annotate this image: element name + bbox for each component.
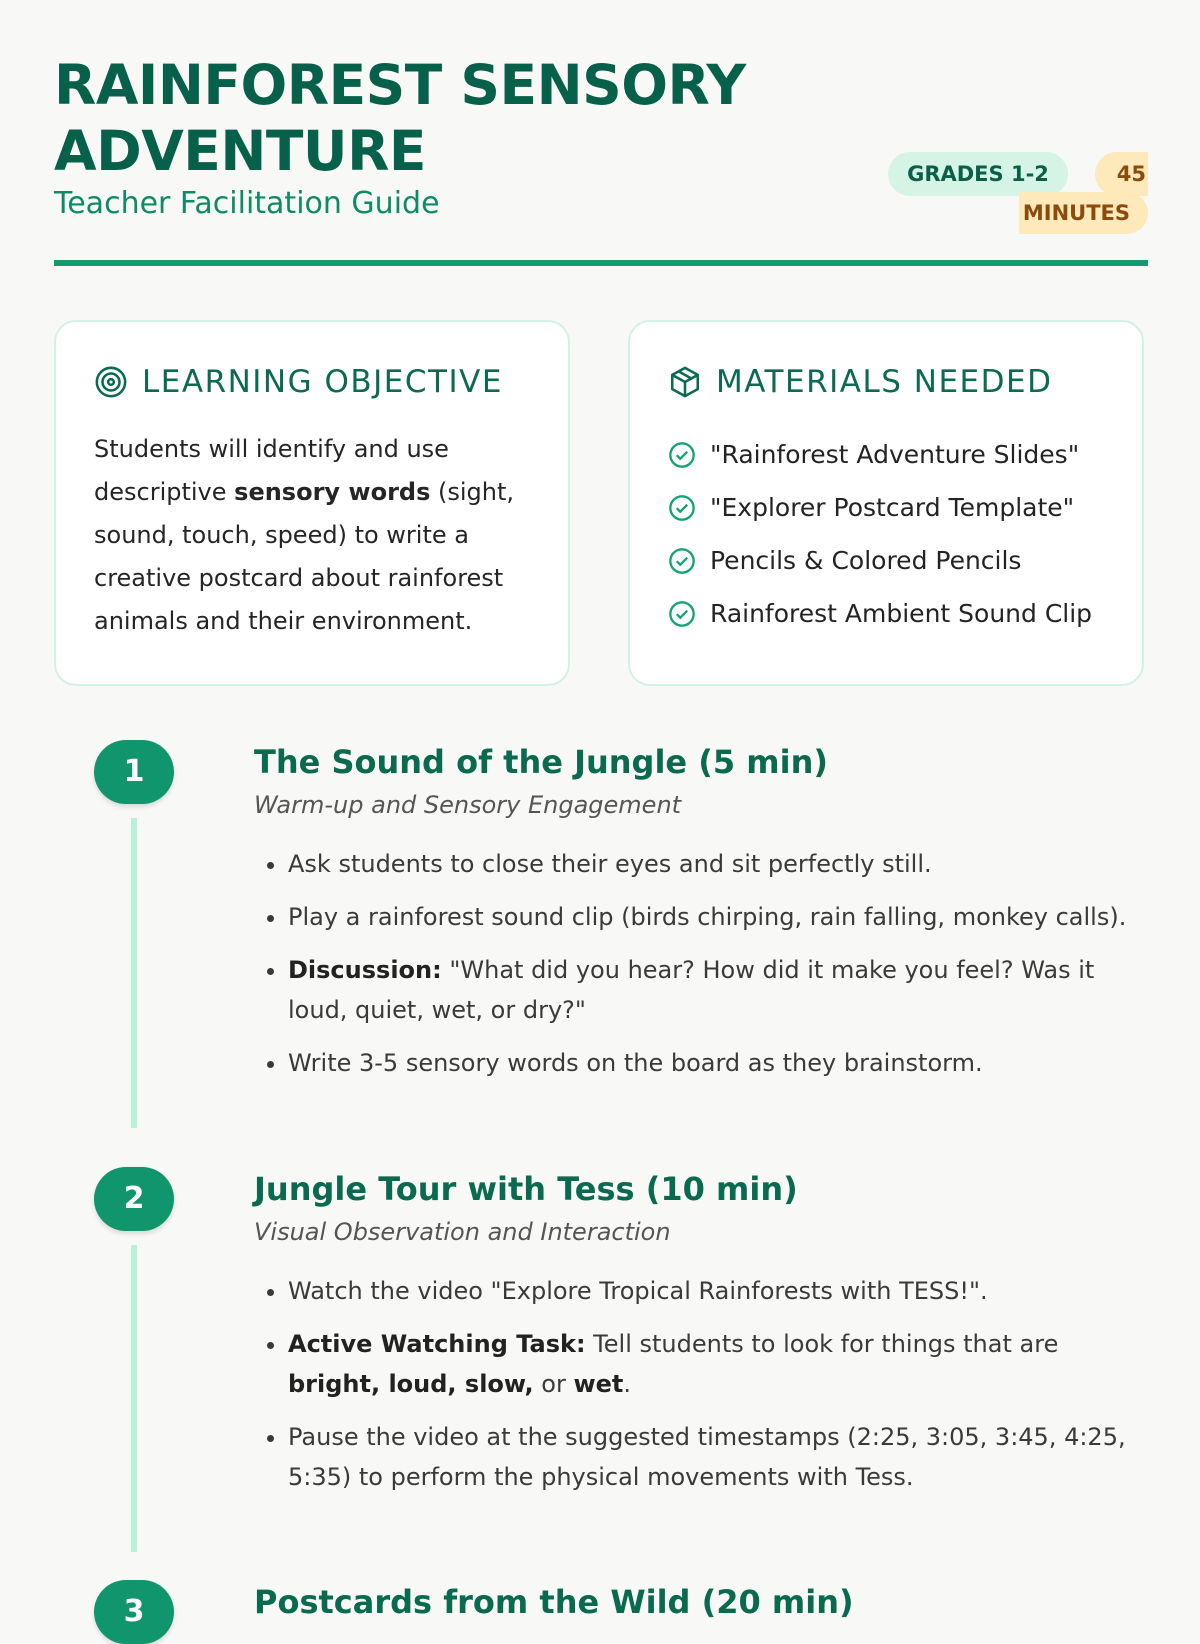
materials-title: MATERIALS NEEDED: [716, 364, 1053, 400]
step-content: [254, 740, 1154, 1096]
header-divider: [54, 260, 1148, 266]
page-title: RAINFOREST SENSORY ADVENTURE: [54, 53, 746, 183]
materials-card: [628, 320, 1144, 686]
objective-text-part: (sight, sound, touch, speed) to write a creative postcard about rainforest animals and their environment.: [94, 478, 515, 635]
item-text: .: [623, 1370, 632, 1398]
step-list: [254, 844, 1154, 1083]
package-icon: [668, 365, 702, 399]
material-label: Pencils & Colored Pencils: [710, 546, 1022, 575]
list-item: [288, 1324, 1154, 1404]
list-item: [668, 481, 1104, 534]
item-label: Active Watching Task:: [288, 1330, 586, 1358]
page-subtitle: Teacher Facilitation Guide: [54, 186, 440, 221]
objective-text-part: Students will identify and use descriptive: [94, 435, 449, 506]
list-item: • Ask students to close their eyes and sit perfectly still.: [288, 844, 1154, 884]
learning-objective-card: [54, 320, 570, 686]
materials-heading: [668, 364, 1104, 400]
step-number-badge: 3: [94, 1580, 174, 1644]
list-item: [288, 950, 1154, 1030]
objective-text: [94, 428, 530, 643]
material-label: Rainforest Ambient Sound Clip: [710, 599, 1093, 628]
objective-heading: [94, 364, 530, 400]
step-number-badge: 1: [94, 740, 174, 804]
check-circle-icon: [668, 600, 696, 628]
time-badge-unit: MINUTES: [1019, 192, 1148, 234]
item-label: Discussion:: [288, 956, 442, 984]
badge-group: [888, 152, 1148, 242]
step-number-badge: 2: [94, 1167, 174, 1231]
list-item: [668, 587, 1104, 640]
step-subtitle: Warm-up and Sensory Engagement: [254, 791, 682, 819]
step-list: [254, 1271, 1154, 1497]
list-item: [668, 428, 1104, 481]
item-text: or: [533, 1370, 574, 1398]
list-item: • Pause the video at the suggested timestamps (2:25, 3:05, 3:45, 4:25, 5:35) to perform the physical movements with Tess.: [288, 1417, 1154, 1497]
step-title: The Sound of the Jungle (5 min): [254, 743, 828, 781]
step-subtitle: Visual Observation and Interaction: [254, 1218, 671, 1246]
time-badge: [1014, 152, 1148, 236]
list-item: • Write 3-5 sensory words on the board as they brainstorm.: [288, 1043, 1154, 1083]
material-label: "Explorer Postcard Template": [710, 493, 1075, 522]
step-content: [254, 1580, 1154, 1624]
item-emphasis: wet: [573, 1370, 624, 1398]
item-text: Tell students to look for things that are: [585, 1330, 1059, 1358]
item-text: "What did you hear? How did it make you feel? Was it loud, quiet, wet, or dry?": [288, 956, 1095, 1024]
timeline-connector: [131, 1245, 137, 1552]
step-content: [254, 1167, 1154, 1510]
grade-badge: GRADES 1-2: [888, 152, 1068, 196]
check-circle-icon: [668, 494, 696, 522]
timeline-connector: [131, 818, 137, 1128]
material-label: "Rainforest Adventure Slides": [710, 440, 1080, 469]
check-circle-icon: [668, 547, 696, 575]
step-title: Postcards from the Wild (20 min): [254, 1583, 854, 1621]
materials-list: [668, 428, 1104, 640]
list-item: • Play a rainforest sound clip (birds chirping, rain falling, monkey calls).: [288, 897, 1154, 937]
objective-title: LEARNING OBJECTIVE: [142, 364, 503, 400]
time-badge-number: 45: [1095, 152, 1148, 196]
list-item: • Watch the video "Explore Tropical Rainforests with TESS!".: [288, 1271, 1154, 1311]
objective-emphasis: sensory words: [234, 478, 431, 506]
target-icon: [94, 365, 128, 399]
header: [54, 52, 1148, 225]
step-title: Jungle Tour with Tess (10 min): [254, 1170, 798, 1208]
check-circle-icon: [668, 441, 696, 469]
item-emphasis: bright, loud, slow,: [288, 1370, 534, 1398]
list-item: [668, 534, 1104, 587]
